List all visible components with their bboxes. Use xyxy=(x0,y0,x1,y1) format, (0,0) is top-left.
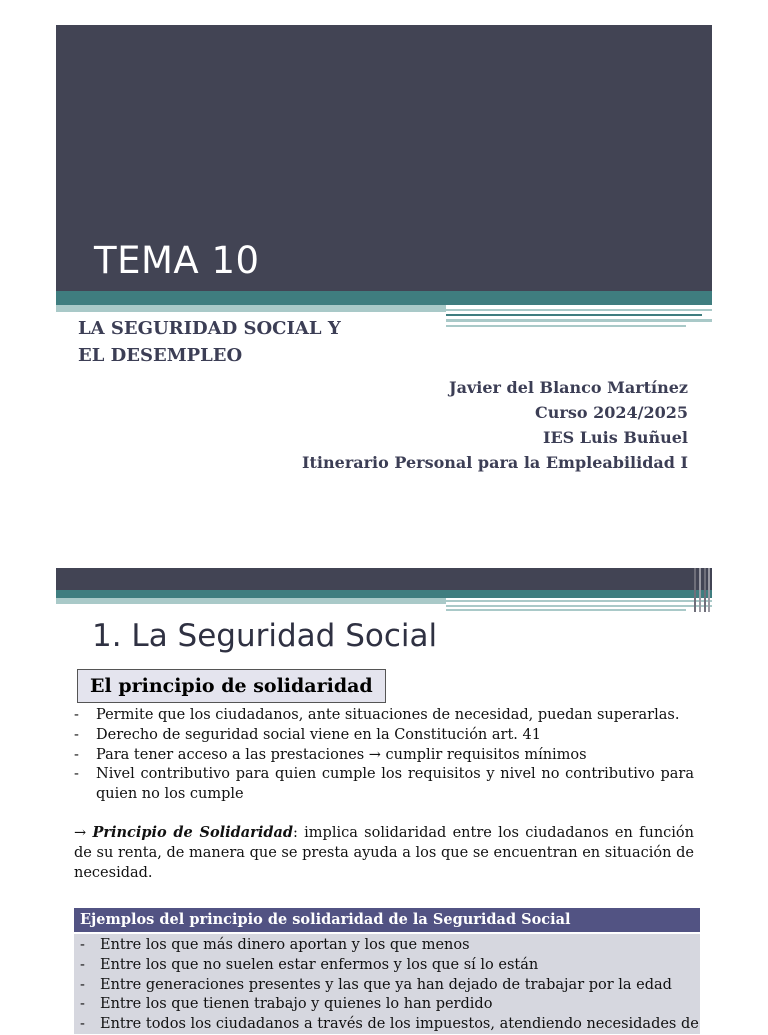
decor-line xyxy=(694,568,696,612)
table-row: - Entre generaciones presentes y las que ya han dejado de trabajar por la edad xyxy=(80,976,694,996)
decor-stripe xyxy=(446,314,702,316)
table-row: - Entre todos los ciudadanos a través de los impuestos, atendiendo necesidades de xyxy=(80,1015,694,1035)
school-name: IES Luis Buñuel xyxy=(542,428,688,447)
subtitle-line-1: LA SEGURIDAD SOCIAL Y xyxy=(78,318,341,339)
slide-subtitle xyxy=(78,315,408,369)
list-item: - Nivel contributivo para quien cumple los requisitos y nivel no contributivo para quien no los cumple xyxy=(74,765,694,805)
title-slide xyxy=(56,25,712,525)
section-heading: 1. La Seguridad Social xyxy=(92,618,438,654)
examples-table-header: Ejemplos del principio de solidaridad de la Seguridad Social xyxy=(74,908,700,932)
list-item: - Permite que los ciudadanos, ante situaciones de necesidad, puedan superarlas. xyxy=(74,706,694,726)
teal-band xyxy=(56,590,712,598)
decor-stripe xyxy=(446,609,686,611)
title-band xyxy=(56,25,712,291)
decor-stripe xyxy=(446,600,712,602)
decor-stripe xyxy=(446,605,712,607)
examples-table-body xyxy=(74,934,700,1034)
teal-band xyxy=(56,291,712,305)
list-item: - Derecho de seguridad social viene en la Constitución art. 41 xyxy=(74,726,694,746)
arrow-symbol: → xyxy=(74,825,93,841)
subject-name: Itinerario Personal para la Empleabilidad I xyxy=(302,453,688,472)
author-name: Javier del Blanco Martínez xyxy=(449,378,688,397)
header-band xyxy=(56,568,712,590)
bullet-list xyxy=(74,706,694,805)
content-slide xyxy=(56,568,712,1033)
pale-band xyxy=(56,598,446,604)
author-block xyxy=(302,375,688,475)
pale-band xyxy=(56,305,446,312)
decor-line xyxy=(704,568,706,612)
decor-line xyxy=(699,568,701,612)
table-row: - Entre los que no suelen estar enfermos y los que sí lo están xyxy=(80,956,694,976)
principle-text: : implica solidaridad entre los ciudadanos en función de su renta, de manera que se presta ayuda a los que se encuentran en situación de necesidad. xyxy=(74,825,694,881)
principle-paragraph xyxy=(74,823,694,883)
principle-term: Principio de Solidaridad xyxy=(92,824,293,841)
table-row: - Entre los que tienen trabajo y quienes lo han perdido xyxy=(80,995,694,1015)
decor-stripe xyxy=(446,309,712,311)
decor-line xyxy=(708,568,710,612)
decor-stripe xyxy=(446,325,686,327)
course-year: Curso 2024/2025 xyxy=(535,403,688,422)
table-row: - Entre los que más dinero aportan y los que menos xyxy=(80,936,694,956)
subtitle-line-2: EL DESEMPLEO xyxy=(78,345,243,366)
slide-title: TEMA 10 xyxy=(94,239,260,282)
decor-stripe xyxy=(446,319,712,322)
list-item: - Para tener acceso a las prestaciones → cumplir requisitos mínimos xyxy=(74,746,694,766)
principle-box-title: El principio de solidaridad xyxy=(77,669,386,703)
